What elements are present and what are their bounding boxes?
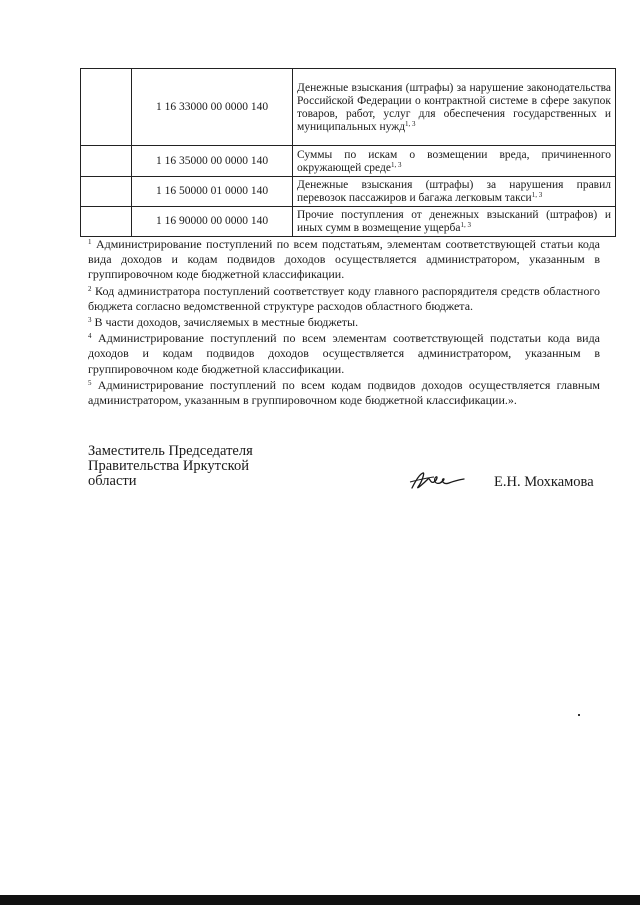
signer-name: Е.Н. Мохкамова <box>494 474 594 490</box>
budget-code-cell: 1 16 50000 01 0000 140 <box>132 177 293 207</box>
budget-code-cell: 1 16 35000 00 0000 140 <box>132 146 293 177</box>
budget-code-cell: 1 16 90000 00 0000 140 <box>132 207 293 237</box>
revenue-codes-table <box>80 68 616 237</box>
table-cell-empty <box>81 177 132 207</box>
footnote-text: Администрирование поступлений по всем кодам подвидов доходов осуществляется главным администратором, указанным в группировочном коде бюджетной классификации.». <box>88 377 601 408</box>
footnotes-section <box>88 236 600 408</box>
footnote-text: В части доходов, зачисляемых в местные бюджеты. <box>94 315 359 330</box>
revenue-name-text: Суммы по искам о возмещении вреда, причиненного окружающей среде <box>297 148 611 174</box>
signer-position-line: Правительства Иркутской <box>88 458 249 474</box>
signer-position-line: области <box>88 473 137 489</box>
footnote-marks: 1, 3 <box>390 160 402 169</box>
footnote-number: 2 <box>88 284 92 293</box>
footnote <box>88 378 600 408</box>
footnote-marks: 1, 3 <box>531 191 543 199</box>
table-cell-empty <box>81 207 132 237</box>
footnote <box>88 331 600 377</box>
revenue-name-text: Денежные взыскания (штрафы) за нарушения правил перевозок пассажиров и багажа легковым такси <box>297 179 611 204</box>
scan-speck <box>578 714 580 716</box>
table-row <box>81 207 616 237</box>
table-row <box>81 177 616 207</box>
scan-border <box>0 895 640 905</box>
footnote-text: Администрирование поступлений по всем подстатьям, элементам соответствующей статьи кода вида доходов и кодам подвидов доходов осуществляется администратором, указанным в группировочном коде бюджетной классификации. <box>88 237 600 282</box>
footnote <box>88 315 600 330</box>
footnote-marks: 1, 3 <box>460 221 471 229</box>
revenue-name-cell <box>293 177 616 207</box>
table-cell-empty <box>81 69 132 146</box>
footnote-text: Администрирование поступлений по всем элементам соответствующей подстатьи кода вида доходов и кодам подвидов доходов осуществляется администратором, указанным в группировочном коде бюджетной классификации. <box>88 331 600 376</box>
table-row <box>81 69 616 146</box>
budget-code-cell: 1 16 33000 00 0000 140 <box>132 69 293 146</box>
revenue-name-cell <box>293 207 616 237</box>
footnote-number: 1 <box>88 238 92 246</box>
footnote <box>88 237 600 283</box>
footnote-number: 3 <box>88 316 92 325</box>
footnote <box>88 284 600 314</box>
signer-position-line: Заместитель Председателя <box>88 443 253 459</box>
signer-position <box>88 444 308 489</box>
table-row <box>81 146 616 177</box>
revenue-name-cell <box>293 146 616 177</box>
footnote-text: Код администратора поступлений соответствует коду главного распорядителя средств областного бюджета согласно ведомственной структуре расходов областного бюджета. <box>88 283 601 313</box>
table-cell-empty <box>81 146 132 177</box>
revenue-name-text: Прочие поступления от денежных взысканий (штрафов) и иных сумм в возмещение ущерба <box>297 209 611 234</box>
footnote-marks: 1, 3 <box>405 119 416 128</box>
footnote-number: 4 <box>88 332 92 341</box>
footnote-number: 5 <box>88 378 92 387</box>
handwritten-signature <box>408 470 470 492</box>
revenue-name-cell <box>293 69 616 146</box>
revenue-name-text: Денежные взыскания (штрафы) за нарушение законодательства Российской Федерации о контрактной системе в сфере закупок товаров, работ, услуг для обеспечения государственных и муниципальных нужд <box>297 81 611 133</box>
